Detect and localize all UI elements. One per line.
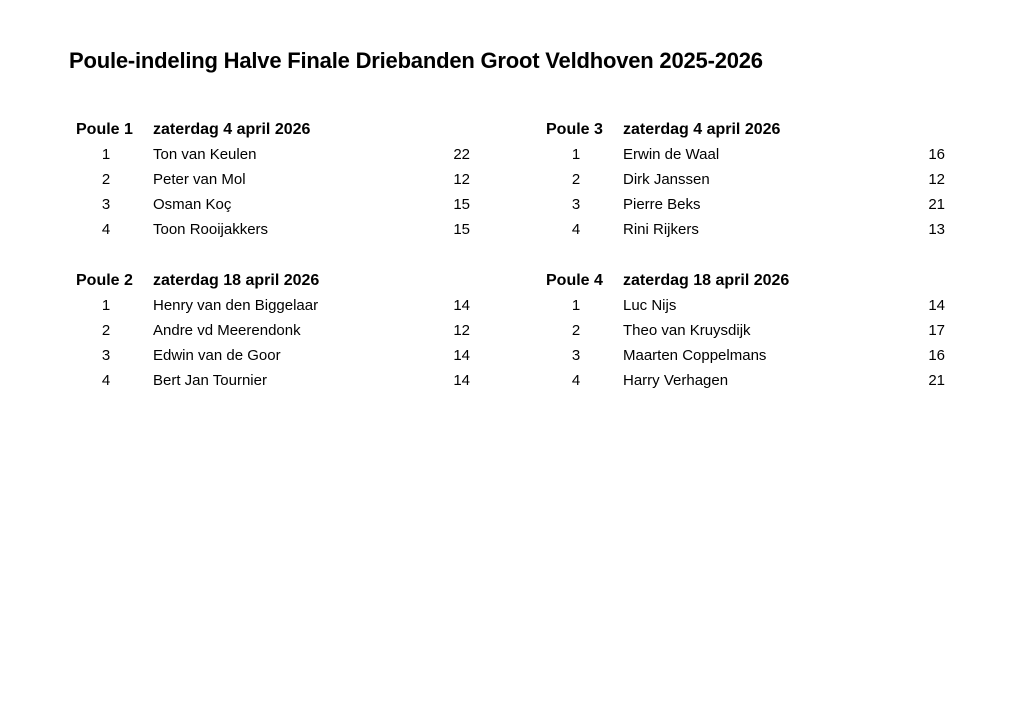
player-row <box>76 146 470 171</box>
player-row <box>546 322 945 347</box>
player-row <box>76 196 470 221</box>
poule-date: zaterdag 4 april 2026 <box>153 121 311 138</box>
player-rank: 3 <box>571 347 581 364</box>
player-row <box>546 297 945 322</box>
player-score: 21 <box>928 196 945 213</box>
player-name: Luc Nijs <box>623 297 677 314</box>
poule-date: zaterdag 18 april 2026 <box>153 272 320 289</box>
player-rank: 3 <box>571 196 581 213</box>
player-row <box>76 297 470 322</box>
poule-date: zaterdag 4 april 2026 <box>623 121 781 138</box>
player-row <box>546 221 945 246</box>
player-name: Osman Koç <box>153 196 232 213</box>
player-row <box>76 221 470 246</box>
player-name: Pierre Beks <box>623 196 701 213</box>
poule-date: zaterdag 18 april 2026 <box>623 272 790 289</box>
player-row <box>546 171 945 196</box>
player-score: 14 <box>453 347 470 364</box>
poule-label: Poule 3 <box>546 121 603 138</box>
player-row <box>546 146 945 171</box>
player-name: Erwin de Waal <box>623 146 720 163</box>
player-score: 15 <box>453 221 470 238</box>
player-rank: 2 <box>101 171 111 188</box>
poule-4-section <box>546 272 945 397</box>
player-rank: 2 <box>101 322 111 339</box>
player-rank: 3 <box>101 347 111 364</box>
player-rank: 3 <box>101 196 111 213</box>
player-score: 16 <box>928 347 945 364</box>
player-rank: 2 <box>571 322 581 339</box>
player-row <box>546 196 945 221</box>
player-row <box>76 322 470 347</box>
poule-1-section <box>76 121 470 246</box>
poule-label: Poule 1 <box>76 121 133 138</box>
player-score: 22 <box>453 146 470 163</box>
player-score: 12 <box>928 171 945 188</box>
player-rank: 4 <box>571 221 581 238</box>
player-score: 14 <box>453 297 470 314</box>
player-score: 14 <box>928 297 945 314</box>
player-name: Theo van Kruysdijk <box>623 322 751 339</box>
player-row <box>546 347 945 372</box>
poule-header <box>546 272 945 297</box>
poule-header <box>76 272 470 297</box>
player-rank: 4 <box>571 372 581 389</box>
player-name: Maarten Coppelmans <box>623 347 767 364</box>
player-name: Peter van Mol <box>153 171 246 188</box>
player-name: Rini Rijkers <box>623 221 699 238</box>
player-name: Dirk Janssen <box>623 171 710 188</box>
poule-label: Poule 4 <box>546 272 603 289</box>
player-name: Harry Verhagen <box>623 372 729 389</box>
player-rank: 1 <box>101 297 111 314</box>
player-rank: 4 <box>101 221 111 238</box>
player-name: Henry van den Biggelaar <box>153 297 319 314</box>
player-score: 14 <box>453 372 470 389</box>
poule-3-section <box>546 121 945 246</box>
player-score: 17 <box>928 322 945 339</box>
player-row <box>76 372 470 397</box>
player-row <box>76 347 470 372</box>
player-name: Ton van Keulen <box>153 146 257 163</box>
player-score: 15 <box>453 196 470 213</box>
page-title: Poule-indeling Halve Finale Driebanden Groot Veldhoven 2025-2026 <box>69 48 763 73</box>
player-score: 12 <box>453 322 470 339</box>
player-rank: 1 <box>101 146 111 163</box>
player-rank: 1 <box>571 146 581 163</box>
poule-header <box>76 121 470 146</box>
player-row <box>76 171 470 196</box>
poule-label: Poule 2 <box>76 272 133 289</box>
player-name: Bert Jan Tournier <box>153 372 267 389</box>
player-score: 12 <box>453 171 470 188</box>
player-score: 13 <box>928 221 945 238</box>
player-name: Edwin van de Goor <box>153 347 281 364</box>
player-score: 21 <box>928 372 945 389</box>
player-name: Toon Rooijakkers <box>153 221 269 238</box>
player-rank: 4 <box>101 372 111 389</box>
player-name: Andre vd Meerendonk <box>153 322 301 339</box>
poule-header <box>546 121 945 146</box>
player-rank: 2 <box>571 171 581 188</box>
poule-2-section <box>76 272 470 397</box>
player-row <box>546 372 945 397</box>
player-rank: 1 <box>571 297 581 314</box>
player-score: 16 <box>928 146 945 163</box>
